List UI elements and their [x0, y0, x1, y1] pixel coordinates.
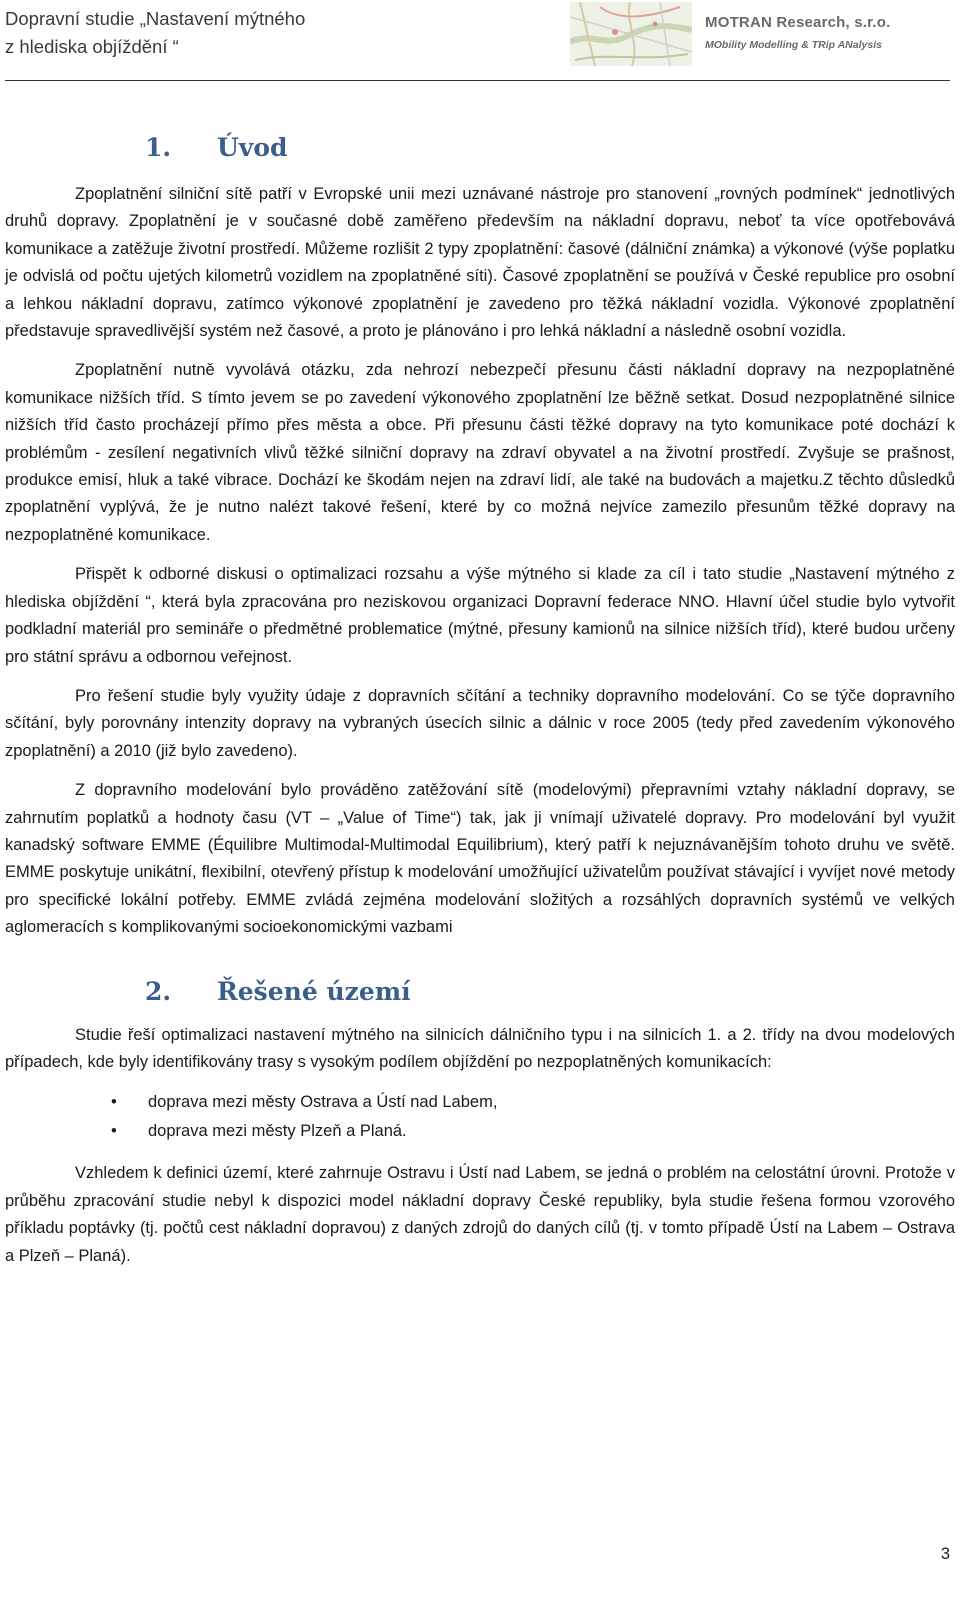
logo-company-name: MOTRAN Research, s.r.o. [705, 14, 891, 31]
document-title-line-2: z hlediska objíždění “ [5, 36, 179, 57]
section-heading-area [5, 976, 955, 1008]
document-title [5, 5, 305, 61]
list-item [5, 1117, 955, 1146]
section-heading-intro [5, 132, 955, 164]
map-logo-icon [570, 2, 692, 66]
paragraph: Studie řeší optimalizaci nastavení mýtného na silnicích dálničního typu i na silnicích 1. a 2. třídy na dvou modelových případech, kde byly identifikovány trasy s vysokým podílem objíždění po nezpoplatněných komunikacích: [5, 1025, 955, 1071]
page-header [0, 0, 960, 82]
logo-tagline: MObility Modelling & TRip ANalysis [705, 39, 882, 51]
list-item-text: doprava mezi městy Plzeň a Planá. [148, 1122, 407, 1141]
paragraph: Zpoplatnění silniční sítě patří v Evropské unii mezi uznávané nástroje pro stanovení „rovných podmínek“ jednotlivých druhů dopravy. Zpoplatnění je v současné době zaměřeno především na nákladní dopravu, neboť ta více opotřebovává komunikace a zatěžuje životní prostředí. Můžeme rozlišit 2 typy zpoplatnění: časové (dálniční známka) a výkonové (výše poplatku je odvislá od počtu ujetých kilometrů vozidlem na zpoplatněné síti). Časové zpoplatnění se používá v České republice pro osobní a lehkou nákladní dopravu, zatímco výkonové zpoplatnění je zavedeno pro těžká nákladní vozidla. Výkonové zpoplatnění představuje spravedlivější systém než časové, a proto je plánováno i pro lehká nákladní a následně osobní vozidla. [5, 185, 955, 341]
paragraph: Z dopravního modelování bylo prováděno zatěžování sítě (modelovými) přepravními vztahy nákladní dopravy, se zahrnutím poplatků a hodnoty času (VT – „Value of Time“) tak, jak ji vnímají uživatelé dopravy. Pro modelování byl využit kanadský software EMME (Équilibre Multimodal-Multimodal Equilibrium), který patří k nejuznávanějším tohoto druhu ve světě. EMME poskytuje unikátní, flexibilní, otevřený přístup k modelování umožňující uživatelům používat stávající i vyvíjet nové metody pro specifické lokální potřeby. EMME zvládá zejména modelování složitých a rozsáhlých dopravních systémů ve velkých aglomeracích s komplikovanými socioekonomickými vazbami [5, 781, 955, 937]
paragraph: Vzhledem k definici území, které zahrnuje Ostravu i Ústí nad Labem, se jedná o problém na celostátní úrovni. Protože v průběhu zpracování studie nebyl k dispozici model nákladní dopravy České republiky, byla studie řešena formou vzorového příkladu poptávky (tj. počtů cest nákladní dopravou) z daných zdrojů do daných cílů (tj. v tomto případě Ústí na Labem – Ostrava a Plzeň – Planá). [5, 1164, 955, 1265]
document-body [5, 132, 955, 1282]
header-divider [5, 80, 950, 81]
paragraph: Pro řešení studie byly využity údaje z dopravních sčítání a techniky dopravního modelování. Co se týče dopravního sčítání, byly porovnány intenzity dopravy na vybraných úsecích silnic a dálnic v roce 2005 (tedy před zavedením výkonového zpoplatnění) a 2010 (již bylo zavedeno). [5, 686, 955, 760]
paragraph: Zpoplatnění nutně vyvolává otázku, zda nehrozí nebezpečí přesunu části nákladní dopravy na nezpoplatněné komunikace nižších tříd. S tímto jevem se po zavedení výkonového zpoplatnění lze běžně setkat. Dosud nezpoplatněné silnice nižších tříd často procházejí přímo přes města a obce. Při přesunu části těžké dopravy na tyto komunikace poté dochází k problémům - zesílení negativních vlivů těžké silniční dopravy na zdraví obyvatel a na životní prostředí. Zvyšuje se prašnost, produkce emisí, hluk a také vibrace. Dochází ke škodám nejen na zdraví lidí, ale také na budovách a majetku.Z těchto důsledků zpoplatnění vyplývá, že je nutno nalézt takové řešení, které by co možná nejvíce zamezilo přesunům těžké dopravy na nezpoplatněné komunikace. [5, 361, 955, 544]
section-title: Řešené území [217, 976, 411, 1006]
section-number: 2. [145, 976, 172, 1006]
document-title-line-1: Dopravní studie „Nastavení mýtného [5, 8, 306, 29]
page-number: 3 [940, 1545, 950, 1563]
list-item-text: doprava mezi městy Ostrava a Ústí nad Labem, [148, 1093, 498, 1112]
section-number: 1. [145, 133, 172, 162]
paragraph: Přispět k odborné diskusi o optimalizaci rozsahu a výše mýtného si klade za cíl i tato studie „Nastavení mýtného z hlediska objíždění “, která byla zpracována pro neziskovou organizaci Dopravní federace NNO. Hlavní účel studie bylo vytvořit podkladní materiál pro semináře o předmětné problematice (mýtné, přesuny kamionů na silnice nižších tříd), které budou určeny pro státní správu a odbornou veřejnost. [5, 565, 955, 666]
list-item [5, 1088, 955, 1117]
bullet-icon: • [111, 1122, 117, 1141]
bullet-list [5, 1088, 955, 1146]
bullet-icon: • [111, 1093, 117, 1112]
company-logo [570, 2, 955, 66]
section-title: Úvod [217, 133, 288, 162]
